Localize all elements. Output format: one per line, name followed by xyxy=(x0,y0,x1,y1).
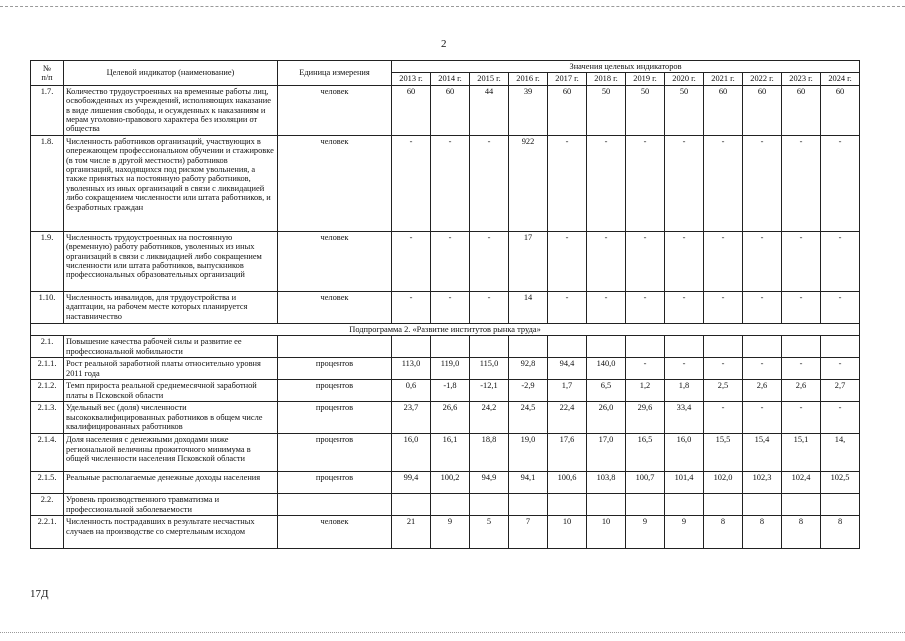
indicator-value: 10 xyxy=(587,516,626,549)
indicator-value xyxy=(470,336,509,358)
indicator-value: -12,1 xyxy=(470,380,509,402)
header-values-group: Значения целевых индикаторов xyxy=(392,61,860,73)
indicator-value: 100,6 xyxy=(548,472,587,494)
indicator-value: 33,4 xyxy=(665,402,704,434)
row-number: 2.1.3. xyxy=(31,402,64,434)
indicator-value: 2,6 xyxy=(743,380,782,402)
indicator-value: 60 xyxy=(782,85,821,135)
unit-of-measure: человек xyxy=(278,291,392,323)
indicator-value xyxy=(743,494,782,516)
indicator-value: - xyxy=(782,358,821,380)
indicator-value: 2,7 xyxy=(821,380,860,402)
indicator-value xyxy=(665,494,704,516)
indicator-value: 22,4 xyxy=(548,402,587,434)
indicator-name: Численность трудоустроенных на постоянную (временную) работу работников, уволенных из иных организаций в связи с ликвидацией либо сокращением численности или штата работников, выпускников профессиональных образовательных организаций xyxy=(64,231,278,291)
indicator-value: - xyxy=(704,358,743,380)
row-number: 2.1.5. xyxy=(31,472,64,494)
indicator-value: - xyxy=(587,135,626,231)
indicator-value xyxy=(743,336,782,358)
row-number: 2.1. xyxy=(31,336,64,358)
indicator-value: - xyxy=(548,291,587,323)
indicator-value: 101,4 xyxy=(665,472,704,494)
indicator-value: 16,1 xyxy=(431,434,470,472)
indicator-value: 8 xyxy=(743,516,782,549)
indicator-value: - xyxy=(626,231,665,291)
indicator-name: Повышение качества рабочей силы и развитие ее профессиональной мобильности xyxy=(64,336,278,358)
indicator-value: 60 xyxy=(392,85,431,135)
indicator-value: - xyxy=(431,135,470,231)
table-row xyxy=(31,336,860,358)
indicator-value: 18,8 xyxy=(470,434,509,472)
indicator-value: 21 xyxy=(392,516,431,549)
indicator-value: 1,8 xyxy=(665,380,704,402)
indicator-value: 9 xyxy=(665,516,704,549)
indicator-value: 60 xyxy=(821,85,860,135)
indicator-value: 17,0 xyxy=(587,434,626,472)
indicator-value: - xyxy=(743,135,782,231)
indicator-value: 0,6 xyxy=(392,380,431,402)
indicator-value: 16,0 xyxy=(665,434,704,472)
indicator-value: 9 xyxy=(626,516,665,549)
row-number: 2.1.2. xyxy=(31,380,64,402)
subprogram-row xyxy=(31,323,860,335)
indicator-value: 7 xyxy=(509,516,548,549)
indicator-value: - xyxy=(821,291,860,323)
indicator-name: Удельный вес (доля) численности высококвалифицированных работников в общем числе квалифицированных работников xyxy=(64,402,278,434)
indicator-name: Численность инвалидов, для трудоустройства и адаптации, на рабочем месте которых планируется наставничество xyxy=(64,291,278,323)
indicator-value: 50 xyxy=(626,85,665,135)
indicator-value: - xyxy=(548,231,587,291)
indicator-value: 50 xyxy=(665,85,704,135)
table-row xyxy=(31,472,860,494)
indicator-value: - xyxy=(743,231,782,291)
target-indicators-table xyxy=(30,60,860,549)
indicator-value: 60 xyxy=(743,85,782,135)
header-num: № п/п xyxy=(31,61,64,86)
header-year: 2019 г. xyxy=(626,73,665,85)
scan-top-edge xyxy=(0,0,905,7)
indicator-value: 8 xyxy=(821,516,860,549)
indicator-value: 2,6 xyxy=(782,380,821,402)
indicator-value: 94,1 xyxy=(509,472,548,494)
indicator-value: 1,7 xyxy=(548,380,587,402)
indicator-value: - xyxy=(782,291,821,323)
table-row xyxy=(31,291,860,323)
indicator-value: 29,6 xyxy=(626,402,665,434)
unit-of-measure xyxy=(278,494,392,516)
indicator-value: - xyxy=(704,291,743,323)
header-year: 2024 г. xyxy=(821,73,860,85)
indicator-value: - xyxy=(665,358,704,380)
document-code: 17Д xyxy=(30,588,49,600)
indicator-value: 15,4 xyxy=(743,434,782,472)
indicator-value: - xyxy=(704,135,743,231)
indicator-value: 14 xyxy=(509,291,548,323)
indicator-value: - xyxy=(587,231,626,291)
indicator-value: - xyxy=(392,231,431,291)
indicator-value: 140,0 xyxy=(587,358,626,380)
table-row xyxy=(31,358,860,380)
indicator-value: 1,2 xyxy=(626,380,665,402)
header-year: 2022 г. xyxy=(743,73,782,85)
indicator-value xyxy=(509,494,548,516)
row-number: 1.9. xyxy=(31,231,64,291)
indicator-value: 9 xyxy=(431,516,470,549)
indicator-value: - xyxy=(470,291,509,323)
table-row xyxy=(31,434,860,472)
indicator-value: - xyxy=(782,402,821,434)
indicator-value xyxy=(431,336,470,358)
table-row xyxy=(31,231,860,291)
unit-of-measure: процентов xyxy=(278,380,392,402)
indicator-value xyxy=(821,336,860,358)
indicator-value xyxy=(782,494,821,516)
indicator-value: 15,1 xyxy=(782,434,821,472)
table-row xyxy=(31,85,860,135)
indicator-value: 100,7 xyxy=(626,472,665,494)
indicator-value: 26,0 xyxy=(587,402,626,434)
indicator-value: - xyxy=(665,231,704,291)
indicator-value: - xyxy=(704,231,743,291)
indicator-value: - xyxy=(743,358,782,380)
indicator-value: 50 xyxy=(587,85,626,135)
indicator-value: - xyxy=(704,402,743,434)
indicator-value: 60 xyxy=(548,85,587,135)
indicator-value: 23,7 xyxy=(392,402,431,434)
table-row xyxy=(31,380,860,402)
indicator-name: Численность пострадавших в результате несчастных случаев на производстве со смертельным исходом xyxy=(64,516,278,549)
indicator-value: 8 xyxy=(704,516,743,549)
indicator-name: Темп прироста реальной среднемесячной заработной платы в Псковской области xyxy=(64,380,278,402)
indicator-value xyxy=(626,336,665,358)
indicator-value: 102,0 xyxy=(704,472,743,494)
header-year: 2016 г. xyxy=(509,73,548,85)
indicator-value xyxy=(704,494,743,516)
indicator-value: - xyxy=(665,291,704,323)
header-year: 2017 г. xyxy=(548,73,587,85)
indicator-value: - xyxy=(782,135,821,231)
indicator-value xyxy=(548,336,587,358)
indicator-value: 17 xyxy=(509,231,548,291)
header-indicator: Целевой индикатор (наименование) xyxy=(64,61,278,86)
row-number: 2.2.1. xyxy=(31,516,64,549)
header-year: 2015 г. xyxy=(470,73,509,85)
indicator-value: - xyxy=(626,358,665,380)
indicator-value: - xyxy=(821,358,860,380)
indicator-value xyxy=(665,336,704,358)
indicator-value: 102,3 xyxy=(743,472,782,494)
indicator-value: 60 xyxy=(431,85,470,135)
indicator-value: - xyxy=(392,135,431,231)
unit-of-measure: процентов xyxy=(278,402,392,434)
table-row xyxy=(31,494,860,516)
indicator-value: 19,0 xyxy=(509,434,548,472)
indicator-value: - xyxy=(587,291,626,323)
indicator-value: - xyxy=(821,402,860,434)
indicator-value: 94,4 xyxy=(548,358,587,380)
indicator-value: 44 xyxy=(470,85,509,135)
indicator-value xyxy=(821,494,860,516)
indicator-value: 113,0 xyxy=(392,358,431,380)
indicator-value xyxy=(626,494,665,516)
indicator-value xyxy=(587,336,626,358)
header-year: 2020 г. xyxy=(665,73,704,85)
indicator-name: Доля населения с денежными доходами ниже региональной величины прожиточного минимума в общей численности населения Псковской области xyxy=(64,434,278,472)
indicator-value: 24,5 xyxy=(509,402,548,434)
indicator-value: 102,5 xyxy=(821,472,860,494)
header-year: 2014 г. xyxy=(431,73,470,85)
indicator-value: - xyxy=(470,231,509,291)
subprogram-title: Подпрограмма 2. «Развитие институтов рынка труда» xyxy=(31,323,860,335)
unit-of-measure: процентов xyxy=(278,358,392,380)
header-year: 2021 г. xyxy=(704,73,743,85)
indicator-value: - xyxy=(548,135,587,231)
indicator-value: -1,8 xyxy=(431,380,470,402)
indicator-value: - xyxy=(626,291,665,323)
unit-of-measure: процентов xyxy=(278,472,392,494)
header-unit: Единица измерения xyxy=(278,61,392,86)
header-year: 2023 г. xyxy=(782,73,821,85)
unit-of-measure: человек xyxy=(278,135,392,231)
header-year: 2013 г. xyxy=(392,73,431,85)
indicator-value: 17,6 xyxy=(548,434,587,472)
indicator-value: 39 xyxy=(509,85,548,135)
indicator-value: 5 xyxy=(470,516,509,549)
unit-of-measure: человек xyxy=(278,516,392,549)
unit-of-measure: процентов xyxy=(278,434,392,472)
indicator-value xyxy=(587,494,626,516)
indicator-value: 16,0 xyxy=(392,434,431,472)
indicator-value: - xyxy=(392,291,431,323)
indicator-value: 922 xyxy=(509,135,548,231)
indicator-value: - xyxy=(821,231,860,291)
indicator-value xyxy=(548,494,587,516)
table-row xyxy=(31,402,860,434)
indicator-value: 103,8 xyxy=(587,472,626,494)
table-row xyxy=(31,516,860,549)
indicator-value: - xyxy=(470,135,509,231)
indicator-value: 102,4 xyxy=(782,472,821,494)
indicator-value: 60 xyxy=(704,85,743,135)
indicator-value: 15,5 xyxy=(704,434,743,472)
indicator-value xyxy=(470,494,509,516)
header-year: 2018 г. xyxy=(587,73,626,85)
indicator-name: Количество трудоустроенных на временные работы лиц, освобожденных из учреждений, исполняющих наказание в виде лишения свободы, и осужденных к наказаниям и мерам уголовно-правового характера без изоляции от общества xyxy=(64,85,278,135)
row-number: 1.10. xyxy=(31,291,64,323)
indicator-value: - xyxy=(821,135,860,231)
indicator-value xyxy=(392,336,431,358)
row-number: 2.1.1. xyxy=(31,358,64,380)
indicator-value xyxy=(509,336,548,358)
indicator-value: 99,4 xyxy=(392,472,431,494)
indicator-value: - xyxy=(743,402,782,434)
indicator-value: 2,5 xyxy=(704,380,743,402)
indicator-value: 24,2 xyxy=(470,402,509,434)
indicator-value: 8 xyxy=(782,516,821,549)
indicator-value: 119,0 xyxy=(431,358,470,380)
unit-of-measure: человек xyxy=(278,231,392,291)
indicator-value: 16,5 xyxy=(626,434,665,472)
indicator-value: 100,2 xyxy=(431,472,470,494)
indicator-value: - xyxy=(665,135,704,231)
indicator-value: 92,8 xyxy=(509,358,548,380)
row-number: 1.8. xyxy=(31,135,64,231)
indicator-value: - xyxy=(626,135,665,231)
indicator-name: Реальные располагаемые денежные доходы населения xyxy=(64,472,278,494)
table-row xyxy=(31,135,860,231)
indicator-value xyxy=(431,494,470,516)
indicator-value xyxy=(704,336,743,358)
indicator-name: Рост реальной заработной платы относительно уровня 2011 года xyxy=(64,358,278,380)
indicator-value xyxy=(782,336,821,358)
indicator-value: 26,6 xyxy=(431,402,470,434)
indicator-value xyxy=(392,494,431,516)
row-number: 1.7. xyxy=(31,85,64,135)
page-number: 2 xyxy=(441,38,447,50)
indicator-name: Численность работников организаций, участвующих в опережающем профессиональном обучении и стажировке (в том числе в другой местности) работников организаций, находящихся под риском увольнения, а также принятых на постоянную работу работников, уволенных из иных организаций в связи с ликвидацией либо сокращением численности или штата работников, и безработных граждан xyxy=(64,135,278,231)
row-number: 2.1.4. xyxy=(31,434,64,472)
unit-of-measure xyxy=(278,336,392,358)
unit-of-measure: человек xyxy=(278,85,392,135)
indicator-value: -2,9 xyxy=(509,380,548,402)
indicator-value: 115,0 xyxy=(470,358,509,380)
indicator-value: - xyxy=(782,231,821,291)
indicator-value: - xyxy=(431,291,470,323)
indicator-value: 94,9 xyxy=(470,472,509,494)
indicator-name: Уровень производственного травматизма и профессиональной заболеваемости xyxy=(64,494,278,516)
indicator-value: - xyxy=(743,291,782,323)
indicator-value: 10 xyxy=(548,516,587,549)
indicator-value: - xyxy=(431,231,470,291)
row-number: 2.2. xyxy=(31,494,64,516)
indicator-value: 14, xyxy=(821,434,860,472)
indicator-value: 6,5 xyxy=(587,380,626,402)
